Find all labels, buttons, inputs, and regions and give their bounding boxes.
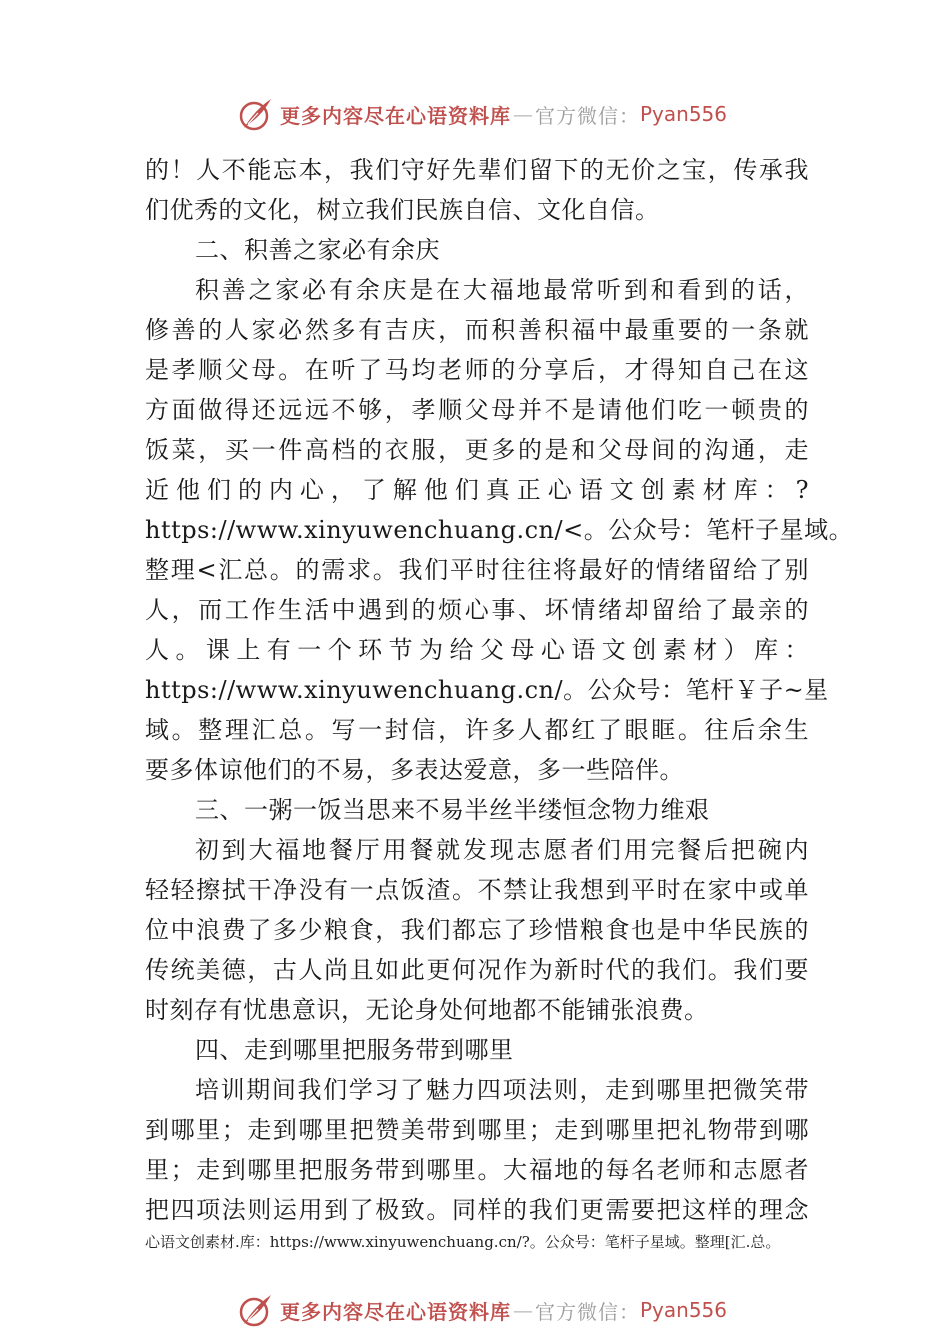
header-banner <box>238 94 727 134</box>
text-line: 把四项法则运用到了极致。同样的我们更需要把这样的理念 <box>145 1196 809 1224</box>
text-line: 里；走到哪里把服务带到哪里。大福地的每名老师和志愿者 <box>145 1156 809 1184</box>
text-line: 修善的人家必然多有吉庆，而积善积福中最重要的一条就 <box>145 316 809 344</box>
feather-pen-logo-icon <box>238 96 274 132</box>
footer-source-note: 心语文创素材.库：https://www.xinyuwenchuang.cn/?。公众号：笔杆子星域。整理[汇.总。 <box>145 1233 781 1251</box>
text-line: 轻轻擦拭干净没有一点饭渣。不禁让我想到平时在家中或单 <box>145 876 809 904</box>
text-line: 到哪里；走到哪里把赞美带到哪里；走到哪里把礼物带到哪 <box>145 1116 809 1144</box>
text-line: 传统美德，古人尚且如此更何况作为新时代的我们。我们要 <box>145 956 809 984</box>
text-line: https://www.xinyuwenchuang.cn/。公众号：笔杆￥子~星 <box>145 676 829 704</box>
text-line: 位中浪费了多少粮食，我们都忘了珍惜粮食也是中华民族的 <box>145 916 809 944</box>
text-line: 初到大福地餐厅用餐就发现志愿者们用完餐后把碗内 <box>195 836 809 864</box>
section-heading: 二、积善之家必有余庆 <box>195 236 440 264</box>
banner-wechat-id: Pyan556 <box>640 1298 728 1322</box>
text-line: 方面做得还远远不够，孝顺父母并不是请他们吃一顿贵的 <box>145 396 809 424</box>
text-line: 要多体谅他们的不易，多表达爱意，多一些陪伴。 <box>145 756 684 784</box>
banner-title: 更多内容尽在心语资料库 <box>280 103 511 128</box>
section-heading: 三、一粥一饭当思来不易半丝半缕恒念物力维艰 <box>195 796 710 824</box>
banner-dash: — <box>513 1298 533 1322</box>
text-line: 积善之家必有余庆是在大福地最常听到和看到的话， <box>195 276 809 304</box>
banner-title: 更多内容尽在心语资料库 <box>280 1299 511 1324</box>
banner-dash: — <box>513 102 533 126</box>
banner-wechat-label: 官方微信： <box>535 1299 640 1324</box>
text-line: https://www.xinyuwenchuang.cn/<。公众号：笔杆子星域。 <box>145 516 854 544</box>
text-line: 人。课上有一个环节为给父母心语文创素材）库： <box>145 636 809 664</box>
section-heading: 四、走到哪里把服务带到哪里 <box>195 1036 514 1064</box>
document-body <box>145 150 854 1230</box>
banner-wechat-id: Pyan556 <box>640 102 728 126</box>
text-line: 近他们的内心，了解他们真正心语文创素材库：? <box>145 476 809 504</box>
text-line: 人，而工作生活中遇到的烦心事、坏情绪却留给了最亲的 <box>145 596 809 624</box>
text-line: 时刻存有忧患意识，无论身处何地都不能铺张浪费。 <box>145 996 709 1024</box>
text-line: 整理<汇总。的需求。我们平时往往将最好的情绪留给了别 <box>145 556 809 584</box>
banner-wechat-label: 官方微信： <box>535 103 640 128</box>
text-line: 们优秀的文化，树立我们民族自信、文化自信。 <box>145 196 660 224</box>
footer-banner <box>238 1290 727 1330</box>
feather-pen-logo-icon <box>238 1292 274 1328</box>
text-line: 是孝顺父母。在听了马均老师的分享后，才得知自己在这 <box>145 356 809 384</box>
text-line: 培训期间我们学习了魅力四项法则，走到哪里把微笑带 <box>195 1076 809 1104</box>
text-line: 的！人不能忘本，我们守好先辈们留下的无价之宝，传承我 <box>145 156 809 184</box>
text-line: 域。整理汇总。写一封信，许多人都红了眼眶。往后余生 <box>145 716 809 744</box>
text-line: 饭菜，买一件高档的衣服，更多的是和父母间的沟通，走 <box>145 436 809 464</box>
